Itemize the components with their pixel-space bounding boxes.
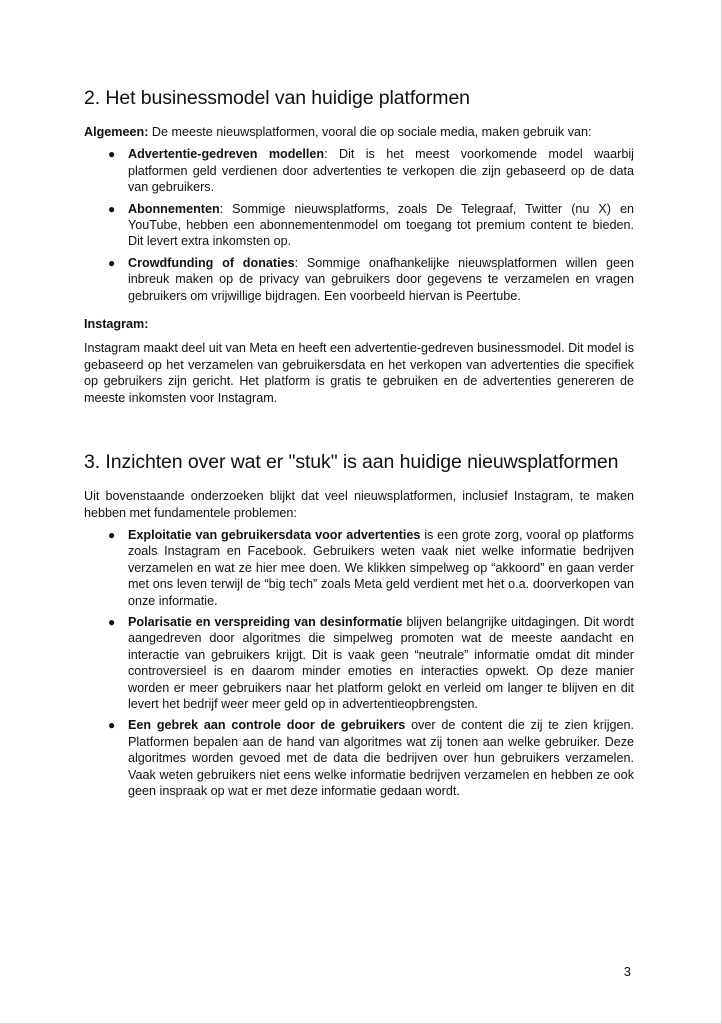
list-item-text: over de content die zij te zien krijgen. Platformen bepalen aan de hand van algoritmes wat zij tonen aan welke gebruiker. Deze algoritmes worden gevoed met de data die bedrijven over hun gebruikers verzamelen. Vaak weten gebruikers niet eens welke informatie bedrijven verzamelen en hebben ze ook geen inspraak op wat er met deze informatie gedaan wordt. xyxy=(128,718,635,798)
list-item-text: : Sommige onafhankelijke nieuwsplatformen willen geen inbreuk maken op de privacy van gebruikers door gegevens te verzamelen en vragen gebruikers om vrijwillige bijdragen. Een voorbeeld hiervan is Peertube. xyxy=(128,255,634,303)
instagram-label: Instagram: xyxy=(84,317,149,332)
list-item-term: Advertentie-gedreven modellen xyxy=(128,147,325,162)
list-item-term: Exploitatie van gebruikersdata voor advertenties xyxy=(128,527,421,542)
page-content xyxy=(84,86,634,804)
section-2-intro xyxy=(84,124,634,140)
list-item-term: Een gebrek aan controle door de gebruikers xyxy=(128,718,406,733)
bullet-icon: ● xyxy=(108,614,116,629)
business-model-list xyxy=(84,146,634,304)
problems-list xyxy=(84,527,634,800)
list-item-text: : Dit is het meest voorkomende model waarbij platformen geld verdienen door advertenties te verkopen die zijn gebaseerd op de data van gebruikers. xyxy=(128,147,634,195)
list-item xyxy=(108,614,634,712)
list-item-term: Polarisatie en verspreiding van desinformatie xyxy=(128,614,403,629)
list-item xyxy=(108,717,635,799)
section-3-heading: 3. Inzichten over wat er "stuk" is aan huidige nieuwsplatformen xyxy=(84,451,619,474)
intro-text: De meeste nieuwsplatformen, vooral die op sociale media, maken gebruik van: xyxy=(148,125,592,139)
bullet-icon: ● xyxy=(108,255,116,270)
instagram-paragraph: Instagram maakt deel uit van Meta en heeft een advertentie-gedreven businessmodel. Dit model is gebaseerd op het verzamelen van gebruikersdata en het verkopen van advertenties die specifiek op gebruikers zijn gericht. Het platform is gratis te gebruiken en de advertenties genereren de meeste inkomsten voor Instagram. xyxy=(84,341,634,405)
list-item xyxy=(108,527,634,609)
list-item xyxy=(108,255,634,304)
list-item xyxy=(108,146,634,195)
list-item xyxy=(108,201,634,250)
bullet-icon: ● xyxy=(108,147,116,162)
list-item-text: : Sommige nieuwsplatforms, zoals De Telegraaf, Twitter (nu X) en YouTube, hebben een abonnementenmodel om toegang tot premium content te bieden. Dit levert extra inkomsten op. xyxy=(128,201,634,249)
intro-label: Algemeen: xyxy=(84,125,149,139)
page-number: 3 xyxy=(623,964,631,979)
list-item-text: blijven belangrijke uitdagingen. Dit wordt aangedreven door algoritmes die simpelweg promoten wat de meeste aandacht en interactie van gebruikers krijgt. Dit is vaak geen “neutrale” informatie omdat dit minder controversieel is en daarom minder emoties en interacties opwekt. Op deze manier worden er meer gebruikers naar het platform gelokt en verleid om langer te blijven en dit levert het bedrijf weer meer geld op in advertentieopbrengsten. xyxy=(128,614,634,711)
list-item-term: Abonnementen xyxy=(128,201,220,216)
bullet-icon: ● xyxy=(108,527,116,542)
list-item-term: Crowdfunding of donaties xyxy=(128,255,295,270)
section-2-heading: 2. Het businessmodel van huidige platformen xyxy=(84,87,470,109)
bullet-icon: ● xyxy=(108,718,116,733)
section-3-intro: Uit bovenstaande onderzoeken blijkt dat veel nieuwsplatformen, inclusief Instagram, te maken hebben met fundamentele problemen: xyxy=(84,489,634,520)
bullet-icon: ● xyxy=(108,201,116,216)
list-item-text: is een grote zorg, vooral op platforms zoals Instagram en Facebook. Gebruikers weten vaak niet welke informatie bedrijven verzamelen en wat ze hier mee doen. We klikken simpelweg op “akkoord” en gaan verder met ons leven terwijl de “big tech” zoals Meta geld verdient met het o.a. doorverkopen van onze informatie. xyxy=(128,527,634,608)
